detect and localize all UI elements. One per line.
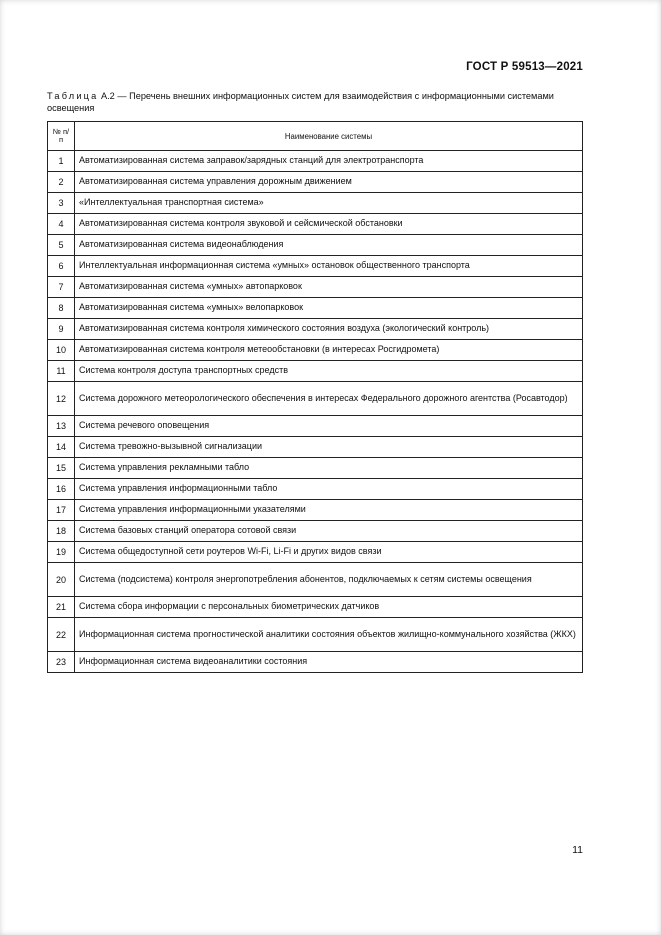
- row-system-name: Система общедоступной сети роутеров Wi-Fi, Li-Fi и других видов связи: [75, 542, 583, 563]
- row-number: 17: [48, 500, 75, 521]
- table-caption: [47, 91, 582, 114]
- table-row: [48, 563, 583, 597]
- row-number: 19: [48, 542, 75, 563]
- table-row: [48, 277, 583, 298]
- row-system-name: Автоматизированная система «умных» велопарковок: [75, 298, 583, 319]
- row-system-name: Автоматизированная система заправок/зарядных станций для электротранспорта: [75, 151, 583, 172]
- systems-table: [47, 121, 583, 673]
- standard-designation: ГОСТ Р 59513—2021: [466, 61, 583, 73]
- page-number: 11: [572, 844, 583, 856]
- row-number: 23: [48, 652, 75, 673]
- table-row: [48, 298, 583, 319]
- table-row: [48, 542, 583, 563]
- table-row: [48, 597, 583, 618]
- row-number: 5: [48, 235, 75, 256]
- row-system-name: Интеллектуальная информационная система «умных» остановок общественного транспорта: [75, 256, 583, 277]
- caption-text: — Перечень внешних информационных систем для взаимодействия с информационными системами освещения: [47, 91, 554, 113]
- table-row: [48, 172, 583, 193]
- column-header-number: № п/п: [48, 122, 75, 151]
- row-number: 20: [48, 563, 75, 597]
- row-system-name: Автоматизированная система контроля химического состояния воздуха (экологический контроль): [75, 319, 583, 340]
- row-system-name: Система управления информационными указателями: [75, 500, 583, 521]
- row-system-name: Система базовых станций оператора сотовой связи: [75, 521, 583, 542]
- row-number: 4: [48, 214, 75, 235]
- row-number: 1: [48, 151, 75, 172]
- row-system-name: Система управления информационными табло: [75, 479, 583, 500]
- table-row: [48, 382, 583, 416]
- row-system-name: Автоматизированная система видеонаблюдения: [75, 235, 583, 256]
- table-row: [48, 151, 583, 172]
- row-number: 16: [48, 479, 75, 500]
- table-row: [48, 235, 583, 256]
- table-row: [48, 340, 583, 361]
- row-number: 14: [48, 437, 75, 458]
- row-number: 21: [48, 597, 75, 618]
- table-row: [48, 437, 583, 458]
- column-header-name: Наименование системы: [75, 122, 583, 151]
- row-system-name: Система тревожно-вызывной сигнализации: [75, 437, 583, 458]
- row-system-name: Автоматизированная система контроля метеообстановки (в интересах Росгидромета): [75, 340, 583, 361]
- table-row: [48, 214, 583, 235]
- table-row: [48, 256, 583, 277]
- row-system-name: Система контроля доступа транспортных средств: [75, 361, 583, 382]
- table-row: [48, 416, 583, 437]
- row-number: 22: [48, 618, 75, 652]
- row-system-name: Автоматизированная система «умных» автопарковок: [75, 277, 583, 298]
- row-number: 7: [48, 277, 75, 298]
- row-system-name: Система речевого оповещения: [75, 416, 583, 437]
- row-system-name: «Интеллектуальная транспортная система»: [75, 193, 583, 214]
- table-row: [48, 361, 583, 382]
- row-number: 13: [48, 416, 75, 437]
- row-system-name: Информационная система видеоаналитики состояния: [75, 652, 583, 673]
- row-system-name: Система дорожного метеорологического обеспечения в интересах Федерального дорожного агентства (Росавтодор): [75, 382, 583, 416]
- row-number: 15: [48, 458, 75, 479]
- row-number: 9: [48, 319, 75, 340]
- table-row: [48, 500, 583, 521]
- row-system-name: Система управления рекламными табло: [75, 458, 583, 479]
- table-row: [48, 193, 583, 214]
- row-system-name: Автоматизированная система управления дорожным движением: [75, 172, 583, 193]
- row-number: 3: [48, 193, 75, 214]
- caption-number: А.2: [101, 91, 115, 101]
- row-number: 2: [48, 172, 75, 193]
- row-number: 10: [48, 340, 75, 361]
- caption-label: Таблица: [47, 91, 99, 101]
- table-row: [48, 618, 583, 652]
- row-number: 8: [48, 298, 75, 319]
- row-system-name: Система сбора информации с персональных биометрических датчиков: [75, 597, 583, 618]
- row-number: 18: [48, 521, 75, 542]
- row-number: 6: [48, 256, 75, 277]
- row-system-name: Система (подсистема) контроля энергопотребления абонентов, подключаемых к сетям системы освещения: [75, 563, 583, 597]
- row-system-name: Информационная система прогностической аналитики состояния объектов жилищно-коммунального хозяйства (ЖКХ): [75, 618, 583, 652]
- table-row: [48, 458, 583, 479]
- table-row: [48, 319, 583, 340]
- table-header-row: [48, 122, 583, 151]
- table-row: [48, 479, 583, 500]
- table-row: [48, 652, 583, 673]
- row-number: 12: [48, 382, 75, 416]
- row-system-name: Автоматизированная система контроля звуковой и сейсмической обстановки: [75, 214, 583, 235]
- table-row: [48, 521, 583, 542]
- row-number: 11: [48, 361, 75, 382]
